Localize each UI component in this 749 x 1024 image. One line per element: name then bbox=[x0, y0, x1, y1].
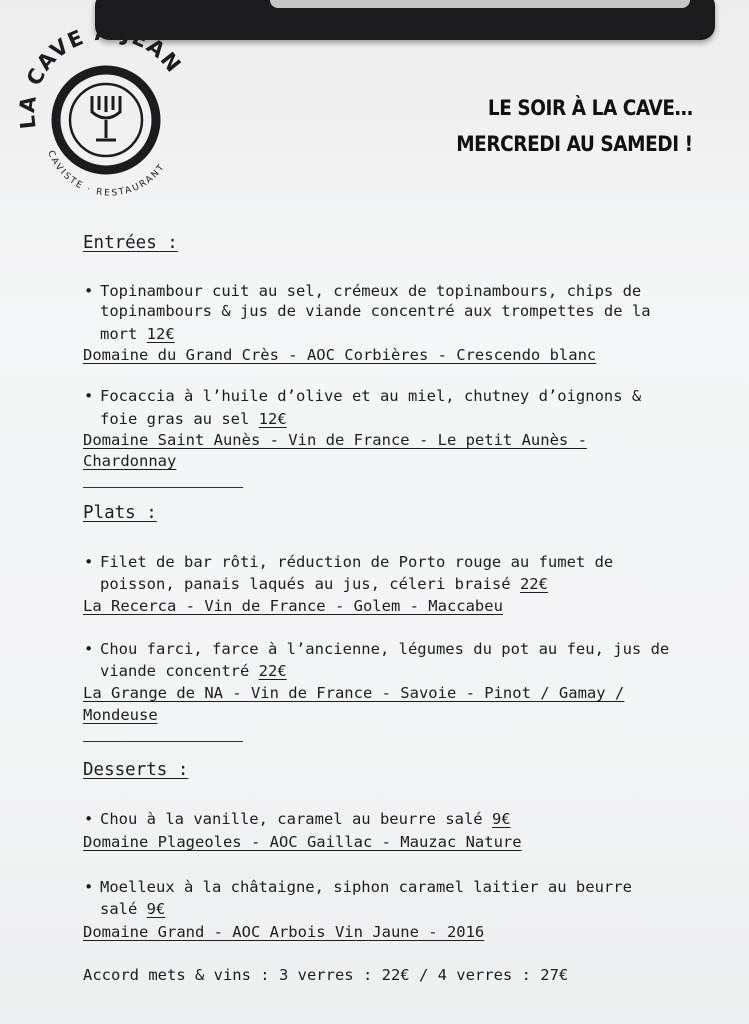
dessert-1-price: 9€ bbox=[491, 810, 511, 828]
entree-2-wine-line-1: Domaine Saint Aunès - Vin de France - Le petit Aunès - bbox=[83, 431, 587, 449]
section-title-desserts: Desserts : bbox=[83, 760, 189, 780]
logo-ring-top-text: LA CAVE A JEAN bbox=[15, 20, 187, 131]
plat-2-line-1: • Chou farci, farce à l’ancienne, légumes du pot au feu, jus de bbox=[100, 640, 669, 658]
plat-1-price: 22€ bbox=[519, 575, 548, 593]
plat-2-line-2: viande concentré 22€ bbox=[100, 662, 287, 680]
plat-2-wine-line-2: Mondeuse bbox=[83, 706, 158, 724]
logo-ring-bottom-text: CAVISTE · RESTAURANT bbox=[45, 149, 168, 199]
plat-2-price: 22€ bbox=[258, 662, 287, 680]
section-divider bbox=[83, 487, 243, 488]
entree-1-wine: Domaine du Grand Crès - AOC Corbières - Crescendo blanc bbox=[83, 346, 597, 364]
entree-2-wine-line-2: Chardonnay bbox=[83, 452, 177, 470]
entree-1-line-3: mort 12€ bbox=[100, 325, 175, 343]
dessert-2-wine: Domaine Grand - AOC Arbois Vin Jaune - 2016 bbox=[83, 923, 485, 941]
entree-1-price: 12€ bbox=[146, 325, 175, 343]
section-title-entrees: Entrées : bbox=[83, 233, 178, 253]
dessert-1-wine: Domaine Plageoles - AOC Gaillac - Mauzac Nature bbox=[83, 833, 522, 851]
entree-2-line-2: foie gras au sel 12€ bbox=[100, 410, 287, 428]
plat-1-line-1: • Filet de bar rôti, réduction de Porto rouge au fumet de bbox=[100, 553, 613, 571]
headline-line-2: MERCREDI AU SAMEDI ! bbox=[456, 132, 693, 156]
entree-2-price: 12€ bbox=[258, 410, 287, 428]
pairing-footer: Accord mets & vins : 3 verres : 22€ / 4 verres : 27€ bbox=[83, 966, 569, 984]
dessert-2-line-2: salé 9€ bbox=[100, 900, 166, 918]
section-divider bbox=[83, 741, 243, 742]
entree-1-line-1: • Topinambour cuit au sel, crémeux de topinambours, chips de bbox=[100, 282, 641, 300]
dessert-2-line-1: • Moelleux à la châtaigne, siphon caramel laitier au beurre bbox=[100, 878, 632, 896]
dessert-2-price: 9€ bbox=[146, 900, 166, 918]
entree-1-line-2: topinambours & jus de viande concentré aux trompettes de la bbox=[100, 302, 651, 320]
plat-1-wine: La Recerca - Vin de France - Golem - Maccabeu bbox=[83, 597, 503, 615]
plat-2-wine-line-1: La Grange de NA - Vin de France - Savoie - Pinot / Gamay / bbox=[83, 684, 625, 702]
entree-2-line-1: • Focaccia à l’huile d’olive et au miel, chutney d’oignons & bbox=[100, 387, 641, 405]
plat-1-line-2: poisson, panais laqués au jus, céleri braisé 22€ bbox=[100, 575, 548, 593]
section-title-plats: Plats : bbox=[83, 503, 157, 523]
dessert-1-line-1: • Chou à la vanille, caramel au beurre salé 9€ bbox=[100, 810, 511, 828]
headline-line-1: LE SOIR À LA CAVE… bbox=[488, 96, 693, 120]
